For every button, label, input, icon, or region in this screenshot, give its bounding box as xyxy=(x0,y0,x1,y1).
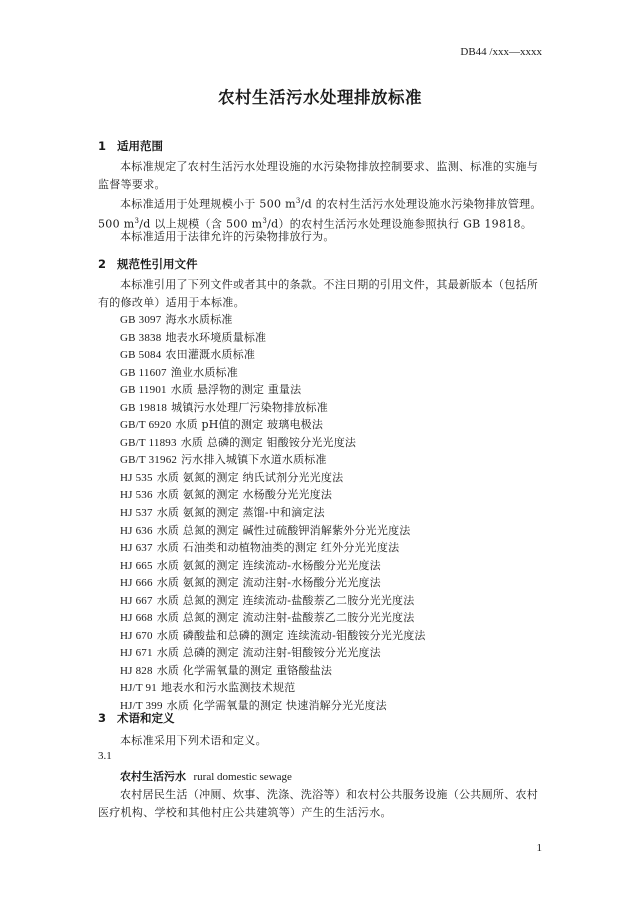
section-title: 术语和定义 xyxy=(117,711,175,725)
reference-title: 水质 总氮的测定 流动注射-盐酸萘乙二胺分光光度法 xyxy=(156,611,415,625)
reference-code: GB/T 6920 xyxy=(120,419,172,432)
reference-item xyxy=(120,679,426,697)
reference-code: HJ 636 xyxy=(120,524,153,537)
text-run: /d）的农村生活污水处理设施参照执行 GB 19818。 xyxy=(267,217,533,231)
reference-code: GB 3097 xyxy=(120,314,162,326)
reference-code: GB 5084 xyxy=(120,349,162,362)
reference-item xyxy=(120,609,426,627)
reference-title: 水质 磷酸盐和总磷的测定 连续流动-钼酸铵分光光度法 xyxy=(156,628,426,642)
reference-title: 水质 氨氮的测定 流动注射-水杨酸分光光度法 xyxy=(156,576,381,590)
reference-item xyxy=(120,329,426,347)
reference-item xyxy=(120,311,426,329)
reference-code: GB 19818 xyxy=(120,401,168,414)
term-chinese: 农村生活污水 xyxy=(120,770,186,783)
reference-code: HJ 667 xyxy=(120,594,153,607)
standard-code: DB44 /xxx—xxxx xyxy=(460,46,542,58)
section-2-heading xyxy=(98,256,198,272)
reference-item xyxy=(120,592,426,610)
document-title: 农村生活污水处理排放标准 xyxy=(218,88,422,107)
section-2-intro: 本标准引用了下列文件或者其中的条款。不注日期的引用文件，其最新版本（包括所有的修改单）适用于本标准。 xyxy=(98,278,539,309)
reference-code: GB 11901 xyxy=(120,384,167,397)
reference-title: 城镇污水处理厂污染物排放标准 xyxy=(171,400,328,414)
term-english: rural domestic sewage xyxy=(193,771,292,783)
term-heading xyxy=(120,768,292,784)
reference-title: 渔业水质标准 xyxy=(170,365,238,379)
reference-title: 水质 氨氮的测定 纳氏试剂分光光度法 xyxy=(156,470,344,484)
reference-title: 地表水和污水监测技术规范 xyxy=(160,681,296,695)
reference-code: HJ/T 399 xyxy=(120,700,163,713)
reference-item xyxy=(120,469,426,487)
section-1-paragraph-3: 本标准适用于法律允许的污染物排放行为。 xyxy=(120,230,335,243)
reference-item xyxy=(120,364,426,382)
section-1-heading xyxy=(98,138,163,154)
section-1-paragraph-1: 本标准规定了农村生活污水处理设施的水污染物排放控制要求、监测、标准的实施与监督等要求。 xyxy=(98,160,539,191)
reference-title: 水质 化学需氧量的测定 重铬酸盐法 xyxy=(156,663,333,677)
reference-title: 水质 悬浮物的测定 重量法 xyxy=(170,383,302,397)
reference-code: HJ 537 xyxy=(120,507,153,520)
reference-title: 地表水环境质量标准 xyxy=(165,330,267,344)
reference-item xyxy=(120,504,426,522)
text-run: /d 以上规模（含 500 m xyxy=(139,217,263,231)
reference-item xyxy=(120,434,426,452)
reference-code: GB 11607 xyxy=(120,366,167,379)
reference-code: HJ/T 91 xyxy=(120,682,157,695)
reference-item xyxy=(120,627,426,645)
reference-title: 水质 化学需氧量的测定 快速消解分光光度法 xyxy=(166,699,387,713)
superscript: 3 xyxy=(295,197,301,205)
reference-code: HJ 668 xyxy=(120,612,153,625)
section-3-heading xyxy=(98,710,175,726)
superscript: 3 xyxy=(262,217,268,226)
reference-title: 水质 总氮的测定 连续流动-盐酸萘乙二胺分光光度法 xyxy=(156,593,415,607)
text-run: 本标准适用于处理规模小于 500 m xyxy=(120,197,296,211)
reference-title: 水质 氨氮的测定 连续流动-水杨酸分光光度法 xyxy=(156,558,381,572)
reference-title: 水质 pH值的测定 玻璃电极法 xyxy=(175,418,324,432)
page-number: 1 xyxy=(536,842,542,854)
reference-item xyxy=(120,574,426,592)
reference-title: 海水水质标准 xyxy=(165,313,233,326)
reference-code: HJ 536 xyxy=(120,489,153,502)
term-number: 3.1 xyxy=(98,750,112,762)
section-number: 2 xyxy=(98,257,107,271)
reference-item xyxy=(120,346,426,364)
reference-title: 农田灌溉水质标准 xyxy=(165,348,256,362)
term-definition: 农村居民生活（冲厕、炊事、洗涤、洗浴等）和农村公共服务设施（公共厕所、农村医疗机构、学校和其他村庄公共建筑等）产生的生活污水。 xyxy=(98,788,539,819)
reference-item xyxy=(120,381,426,399)
reference-code: HJ 665 xyxy=(120,559,153,572)
reference-title: 水质 总氮的测定 碱性过硫酸钾消解紫外分光光度法 xyxy=(156,523,411,537)
reference-item xyxy=(120,451,426,469)
reference-item xyxy=(120,539,426,557)
reference-list xyxy=(120,311,426,715)
reference-code: GB 3838 xyxy=(120,331,162,344)
reference-code: GB/T 11893 xyxy=(120,436,177,449)
reference-code: GB/T 31962 xyxy=(120,454,178,467)
reference-title: 污水排入城镇下水道水质标准 xyxy=(181,453,327,467)
reference-code: HJ 671 xyxy=(120,647,153,660)
reference-title: 水质 氨氮的测定 蒸馏-中和滴定法 xyxy=(156,506,325,520)
section-title: 规范性引用文件 xyxy=(117,257,198,271)
reference-code: HJ 666 xyxy=(120,577,153,590)
reference-item xyxy=(120,522,426,540)
section-3-intro: 本标准采用下列术语和定义。 xyxy=(120,734,267,747)
reference-item xyxy=(120,486,426,504)
section-title: 适用范围 xyxy=(117,139,164,153)
reference-item xyxy=(120,557,426,575)
reference-item xyxy=(120,399,426,417)
reference-code: HJ 637 xyxy=(120,542,153,555)
reference-item xyxy=(120,644,426,662)
section-number: 1 xyxy=(98,139,107,153)
reference-title: 水质 总磷的测定 流动注射-钼酸铵分光光度法 xyxy=(156,646,381,660)
reference-title: 水质 总磷的测定 钼酸铵分光光度法 xyxy=(180,435,357,449)
reference-title: 水质 氨氮的测定 水杨酸分光光度法 xyxy=(156,488,333,502)
reference-item xyxy=(120,416,426,434)
reference-code: HJ 535 xyxy=(120,471,153,484)
text-run: /d 的农村生活污水处理设施水污染物排放管理。500 m xyxy=(98,197,542,231)
reference-item xyxy=(120,662,426,680)
section-number: 3 xyxy=(98,711,107,725)
superscript: 3 xyxy=(134,217,140,226)
reference-code: HJ 828 xyxy=(120,664,153,677)
reference-title: 水质 石油类和动植物油类的测定 红外分光光度法 xyxy=(156,541,400,555)
reference-code: HJ 670 xyxy=(120,629,153,642)
